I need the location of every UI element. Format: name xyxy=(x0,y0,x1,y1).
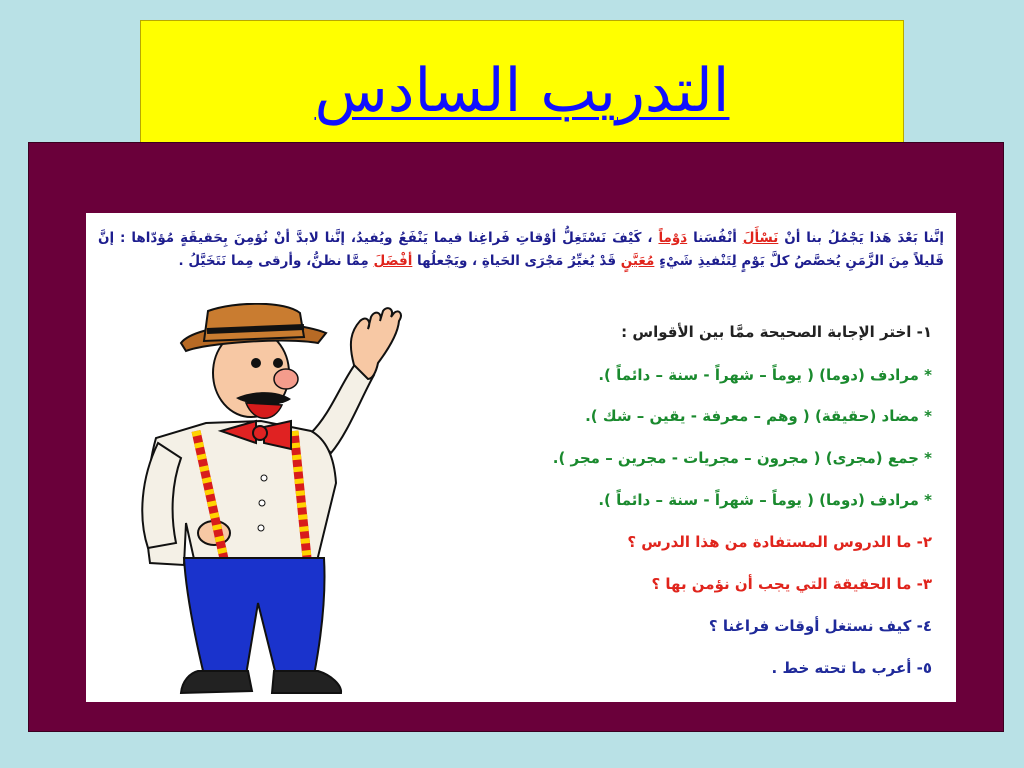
question-3: ٣- ما الحقيقة التي يجب أن نؤمن بها ؟ xyxy=(651,575,932,593)
underlined-word: مُعَيَّنٍ xyxy=(620,253,655,269)
reading-passage xyxy=(98,227,944,273)
underlined-word: نَسْأَلَ xyxy=(742,230,779,246)
passage-text: مِمَّا نظنُّ، وأرقى مِما نَتَخَيَّلُ . xyxy=(178,253,374,269)
title-banner xyxy=(140,20,904,145)
passage-text: قَدْ يُغيِّرُ مَجْرَى الحَياةِ ، ويَجْعلُها xyxy=(412,253,621,269)
exercise-panel xyxy=(86,213,956,702)
cartoon-man-waving-icon xyxy=(86,303,466,703)
question-1-item-d: * مرادف (دوما) ( يوماً – شهراً - سنة – دائماً ). xyxy=(598,491,932,509)
question-1-item-c: * جمع (مجرى) ( مجرون – مجريات - مجرين – مجر ). xyxy=(552,449,932,467)
question-2: ٢- ما الدروس المستفادة من هذا الدرس ؟ xyxy=(627,533,932,551)
passage-text: أنْفُسَنا xyxy=(687,230,743,246)
question-4: ٤- كيف نستغل أوقات فراغنا ؟ xyxy=(708,617,932,635)
question-5: ٥- أعرب ما تحته خط . xyxy=(771,659,932,677)
underlined-word: أفْضَلَ xyxy=(373,253,413,269)
question-1-heading: ١- اختر الإجابة الصحيحة ممَّا بين الأقواس : xyxy=(621,323,932,341)
passage-text: ، كَيْفَ نَسْتَغِلُّ أوْقاتِ فَراغِنا فيما يَنْفَعُ ويُفيدُ، إنَّنا لابدَّ أنْ نُؤمِنَ بِحَقيقَةٍ مُؤدّاها : إنَّ قَليلاً مِنَ الزَّمَنِ يُخصَّصُ كلَّ يَوْمٍ لِتَنْفيذِ شَيْءٍ xyxy=(98,230,944,269)
passage-text: إنَّنا بَعْدَ هَذا يَجْمُلُ بنا أنْ xyxy=(778,230,944,246)
question-1-item-a: * مرادف (دوما) ( يوماً – شهراً - سنة – دائماً ). xyxy=(598,366,932,384)
question-1-item-b: * مضاد (حقيقة) ( وهم – معرفة - يقين – شك ). xyxy=(585,407,932,425)
underlined-word: دَوْماً xyxy=(658,230,688,246)
slide-title: التدريب السادس xyxy=(314,56,730,126)
